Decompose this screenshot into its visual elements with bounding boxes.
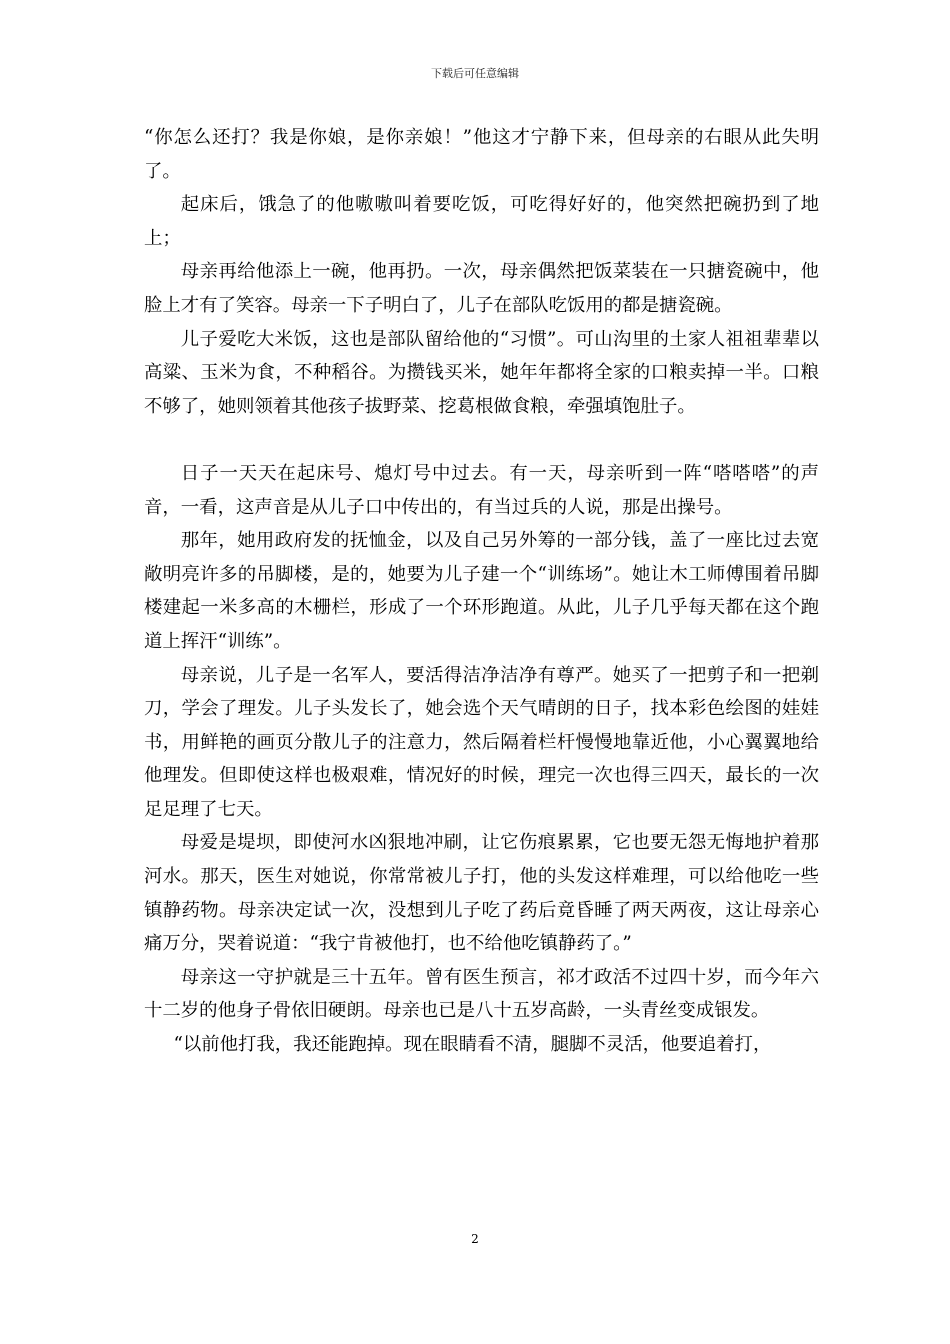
paragraph-5: 日子一天天在起床号、熄灯号中过去。有一天，母亲听到一阵“嗒嗒嗒”的声音，一看，这声音是从儿子口中传出的，有当过兵的人说，那是出操号。: [144, 462, 819, 518]
paragraph-8: 母爱是堤坝，即使河水凶狠地冲刷，让它伤痕累累，它也要无怨无悔地护着那河水。那天，医生对她说，你常常被儿子打，他的头发这样难理，可以给他吃一些镇静药物。母亲决定试一次，没想到儿子吃了药后竟昏睡了两天两夜，这让母亲心痛万分，哭着说道：“我宁肯被他打，也不给他吃镇静药了。”: [144, 832, 819, 955]
paragraph-6: 那年，她用政府发的抚恤金，以及自己另外筹的一部分钱，盖了一座比过去宽敞明亮许多的吊脚楼，是的，她要为儿子建一个“训练场”。她让木工师傅围着吊脚楼建起一米多高的木栅栏，形成了一个环形跑道。从此，儿子几乎每天都在这个跑道上挥汗“训练”。: [144, 530, 819, 652]
paragraph-2: 起床后，饿急了的他嗷嗷叫着要吃饭，可吃得好好的，他突然把碗扔到了地上；: [144, 194, 819, 249]
paragraph-1: “你怎么还打？我是你娘，是你亲娘！”他这才宁静下来，但母亲的右眼从此失明了。: [144, 127, 819, 182]
document-body: [144, 121, 819, 1062]
page-header: 下载后可任意编辑: [431, 67, 519, 80]
paragraph-3: 母亲再给他添上一碗，他再扔。一次，母亲偶然把饭菜装在一只搪瓷碗中，他脸上才有了笑容。母亲一下子明白了，儿子在部队吃饭用的都是搪瓷碗。: [144, 261, 819, 316]
paragraph-7: 母亲说，儿子是一名军人，要活得洁净洁净有尊严。她买了一把剪子和一把剃刀，学会了理发。儿子头发长了，她会选个天气晴朗的日子，找本彩色绘图的娃娃书，用鲜艳的画页分散儿子的注意力，然后隔着栏杆慢慢地靠近他，小心翼翼地给他理发。但即使这样也极艰难，情况好的时候，理完一次也得三四天，最长的一次足足理了七天。: [144, 664, 819, 820]
blank-line: [144, 423, 819, 457]
paragraph-9: 母亲这一守护就是三十五年。曾有医生预言，祁才政活不过四十岁，而今年六十二岁的他身子骨依旧硬朗。母亲也已是八十五岁高龄，一头青丝变成银发。: [144, 966, 819, 1022]
paragraph-10: “以前他打我，我还能跑掉。现在眼睛看不清，腿脚不灵活，他要追着打，: [173, 1034, 772, 1056]
paragraph-4: 儿子爱吃大米饭，这也是部队留给他的“习惯”。可山沟里的土家人祖祖辈辈以高粱、玉米为食，不种稻谷。为攒钱买米，她年年都将全家的口粮卖掉一半。口粮不够了，她则领着其他孩子拔野菜、挖葛根做食粮，牵强填饱肚子。: [144, 328, 819, 417]
page-number: 2: [471, 1232, 479, 1246]
